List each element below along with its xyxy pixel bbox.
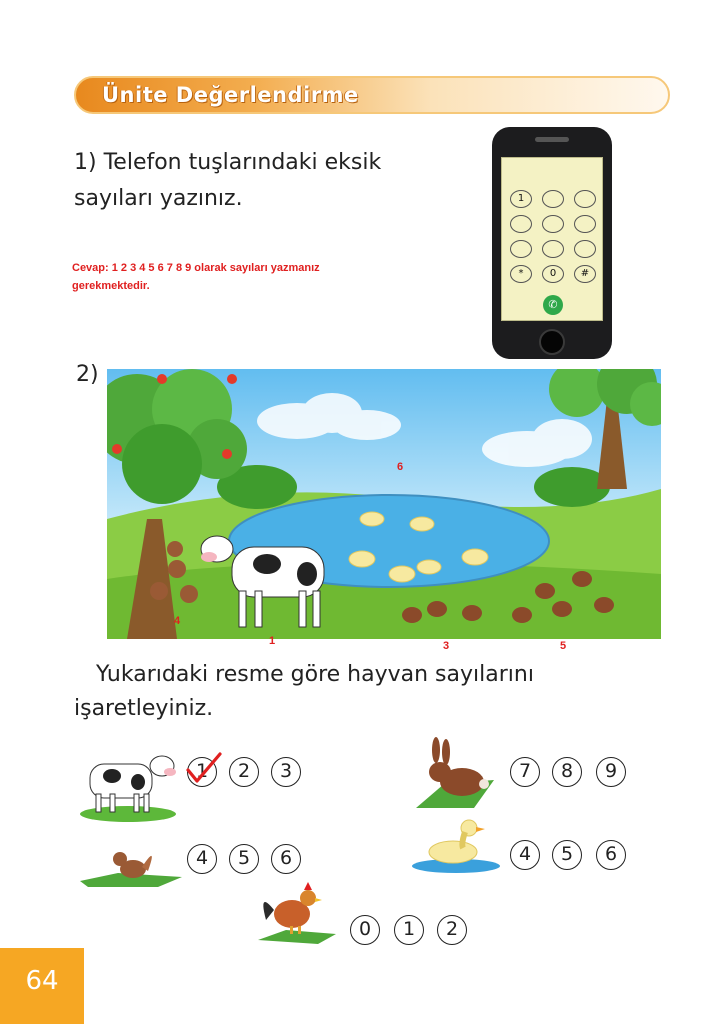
scene-label-ducks: 6 [397, 461, 404, 473]
question-1-line-2: sayıları yazınız. [74, 186, 243, 211]
banner-title: Ünite Değerlendirme [102, 83, 359, 107]
phone-key: * [510, 265, 532, 283]
phone-key [574, 190, 596, 208]
answer-option[interactable]: 6 [271, 844, 301, 874]
question-2-instruction-2: işaretleyiniz. [74, 696, 214, 721]
answer-option[interactable]: 4 [510, 840, 540, 870]
phone-key [542, 215, 564, 233]
farm-scene [107, 369, 661, 639]
farm-scene-illustration [107, 369, 661, 639]
phone-key [574, 215, 596, 233]
phone-key: # [574, 265, 596, 283]
answer-option[interactable]: 2 [437, 915, 467, 945]
rooster-icon [256, 880, 338, 946]
answer-line-1: Cevap: 1 2 3 4 5 6 7 8 9 olarak sayıları yazmanız [72, 262, 320, 274]
question-2-instruction-1: Yukarıdaki resme göre hayvan sayılarını [96, 662, 534, 687]
answer-option[interactable]: 1 [394, 915, 424, 945]
phone-home-button [539, 329, 565, 355]
answer-option[interactable]: 1 [187, 757, 217, 787]
answer-option[interactable]: 4 [187, 844, 217, 874]
squirrel-icon [78, 843, 184, 889]
phone-speaker [535, 137, 569, 142]
unit-banner [74, 76, 670, 114]
question-1-text-1: Telefon tuşlarındaki eksik [103, 150, 382, 175]
page-number: 64 [25, 966, 59, 996]
question-2-number: 2) [76, 362, 99, 387]
answer-option[interactable]: 3 [271, 757, 301, 787]
scene-label-cow: 1 [269, 635, 276, 647]
duck-icon [409, 816, 503, 874]
checkmark-icon [184, 750, 224, 786]
phone-call-icon: ✆ [543, 295, 563, 315]
phone-keypad-screen [501, 157, 603, 321]
answer-option[interactable]: 9 [596, 757, 626, 787]
cow-icon [76, 744, 180, 824]
scene-label-squirrels: 4 [174, 615, 181, 627]
question-1-number: 1) [74, 150, 97, 175]
rabbit-icon [414, 736, 496, 814]
phone-key: 1 [510, 190, 532, 208]
answer-option[interactable]: 7 [510, 757, 540, 787]
answer-option[interactable]: 5 [229, 844, 259, 874]
answer-option[interactable]: 6 [596, 840, 626, 870]
answer-option[interactable]: 2 [229, 757, 259, 787]
scene-label-rabbits-right: 5 [560, 640, 567, 652]
phone-key [510, 215, 532, 233]
phone-key [542, 240, 564, 258]
question-1-line-1 [74, 146, 381, 180]
phone-illustration [492, 127, 612, 359]
phone-key: 0 [542, 265, 564, 283]
answer-text [72, 259, 382, 295]
answer-line-2: gerekmektedir. [72, 280, 150, 292]
phone-key [510, 240, 532, 258]
scene-label-rabbits-left: 3 [443, 640, 450, 652]
answer-option[interactable]: 0 [350, 915, 380, 945]
answer-option[interactable]: 5 [552, 840, 582, 870]
phone-key [574, 240, 596, 258]
phone-key [542, 190, 564, 208]
page-number-box [0, 948, 84, 1024]
answer-option[interactable]: 8 [552, 757, 582, 787]
